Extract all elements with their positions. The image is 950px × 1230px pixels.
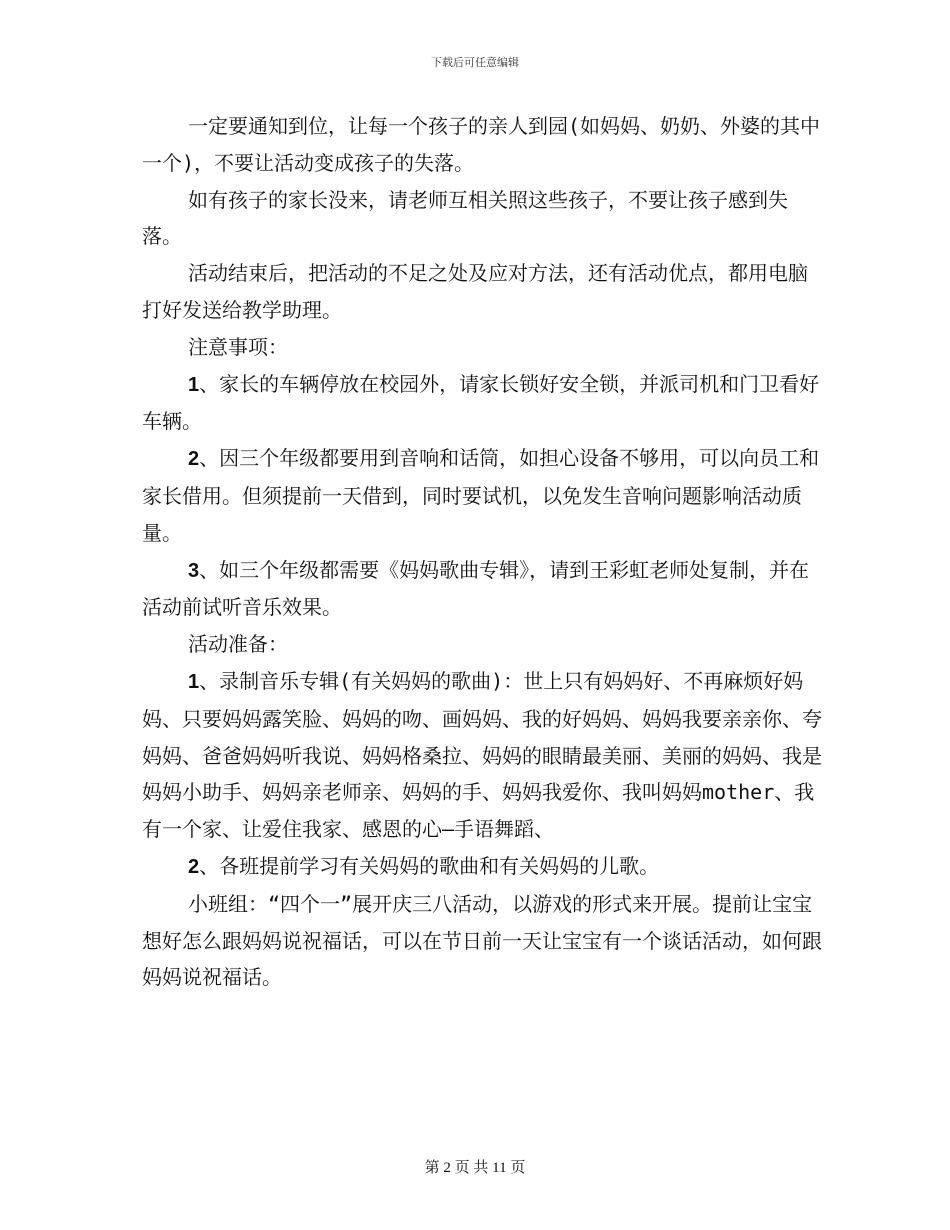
section-heading <box>142 626 822 663</box>
list-item-number: 1 <box>188 373 200 396</box>
list-item <box>142 848 822 886</box>
section-heading-text: 活动准备： <box>188 632 288 657</box>
list-item <box>142 663 822 848</box>
list-item-number: 1 <box>188 670 200 693</box>
list-item-number: 2 <box>188 855 200 878</box>
section-heading <box>142 329 822 366</box>
page-number-footer: 第 2 页 共 11 页 <box>424 1160 526 1176</box>
list-item <box>142 366 822 441</box>
paragraph-text: 小班组：“四个一”展开庆三八活动，以游戏的形式来开展。提前让宝宝想好怎么跟妈妈说祝福话，可以在节日前一天让宝宝有一个谈话活动，如何跟妈妈说祝福话。 <box>142 891 822 990</box>
paragraph <box>142 255 822 329</box>
list-item-text: 、因三个年级都要用到音响和话筒，如担心设备不够用，可以向员工和家长借用。但须提前一天借到，同时要试机，以免发生音响问题影响活动质量。 <box>142 446 820 545</box>
list-item-number: 3 <box>188 559 200 582</box>
list-item-text: 、如三个年级都需要《妈妈歌曲专辑》，请到王彩虹老师处复制，并在活动前试听音乐效果。 <box>142 557 810 620</box>
paragraph <box>142 182 822 256</box>
paragraph <box>142 886 822 996</box>
paragraph-text: 活动结束后，把活动的不足之处及应对方法，还有活动优点，都用电脑打好发送给教学助理。 <box>142 261 808 322</box>
list-item-text: 、各班提前学习有关妈妈的歌曲和有关妈妈的儿歌。 <box>199 853 660 878</box>
list-item <box>142 552 822 627</box>
list-item-text: 、家长的车辆停放在校园外，请家长锁好安全锁，并派司机和门卫看好车辆。 <box>142 371 820 434</box>
paragraph <box>142 108 822 182</box>
section-heading-text: 注意事项： <box>188 334 288 359</box>
document-body <box>142 108 822 996</box>
paragraph-text: 一定要通知到位，让每一个孩子的亲人到园(如妈妈、奶奶、外婆的其中一个)，不要让活动变成孩子的失落。 <box>142 114 821 175</box>
list-item-number: 2 <box>188 448 200 471</box>
list-item <box>142 440 822 551</box>
list-item-text: 、录制音乐专辑(有关妈妈的歌曲)：世上只有妈妈好、不再麻烦好妈妈、只要妈妈露笑脸、妈妈的吻、画妈妈、我的好妈妈、妈妈我要亲亲你、夸妈妈、爸爸妈妈听我说、妈妈格桑拉、妈妈的眼睛最美丽、美丽的妈妈、我是妈妈小助手、妈妈亲老师亲、妈妈的手、妈妈我爱你、我叫妈妈mother、我有一个家、让爱住我家、感恩的心—手语舞蹈、 <box>142 668 822 842</box>
page-header-note: 下载后可任意编辑 <box>431 56 519 69</box>
paragraph-text: 如有孩子的家长没来，请老师互相关照这些孩子，不要让孩子感到失落。 <box>142 187 788 249</box>
